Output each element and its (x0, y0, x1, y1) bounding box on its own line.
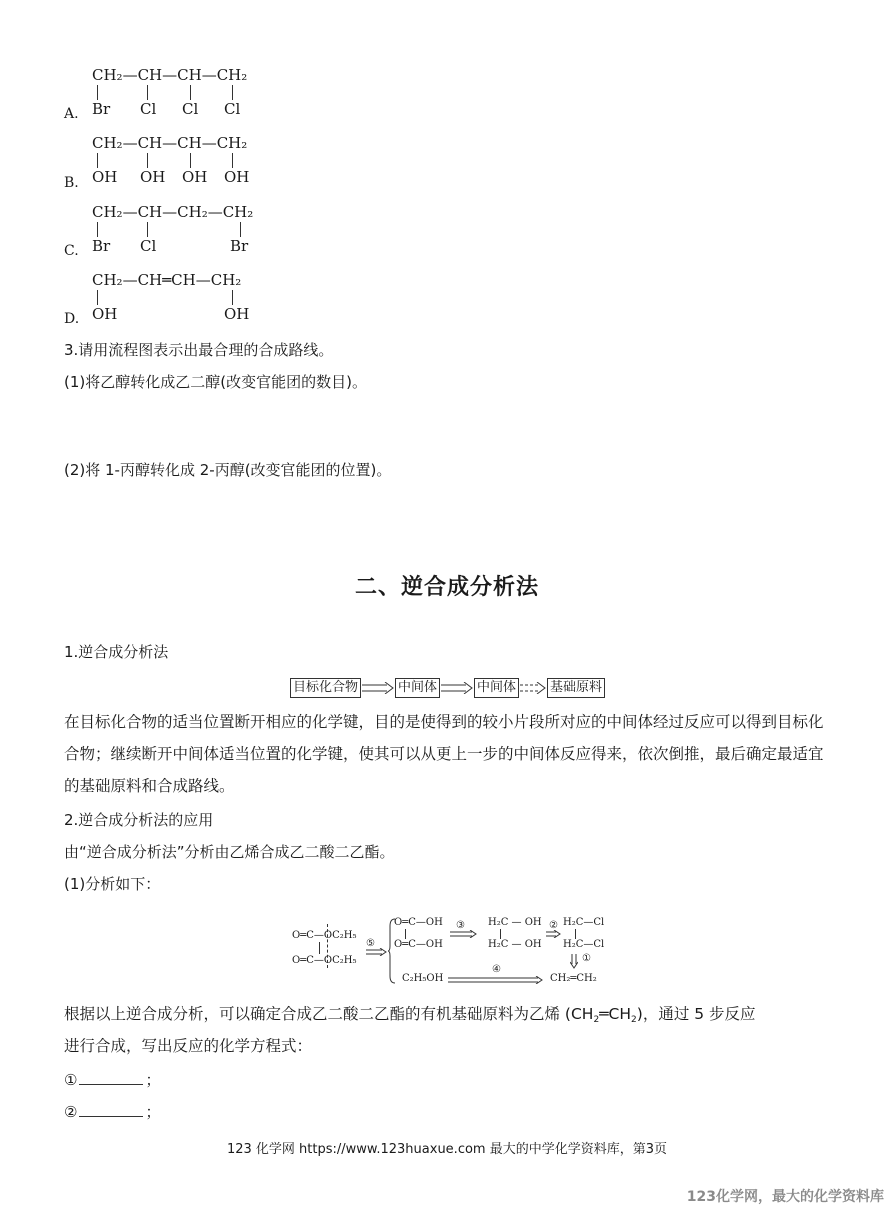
diol-top: H₂C — OH (488, 917, 542, 928)
circled-number: ① (64, 1071, 78, 1089)
ethanol: C₂H₅OH (402, 973, 444, 984)
option-c-sub: Br (230, 237, 249, 255)
ester-bottom: O═C—OC₂H₅ (292, 955, 357, 966)
option-a-label: A. (64, 106, 79, 122)
ethylene: CH₂═CH₂ (550, 973, 597, 984)
answer-line-2 (64, 1102, 160, 1122)
long-arrow-icon (448, 976, 544, 984)
step-1: ① (582, 953, 591, 964)
page-footer: 123 化学网 https://www.123huaxue.com 最大的中学化学资料库，第3页 (226, 1142, 667, 1157)
conclusion-ch: CH (608, 1005, 632, 1023)
conclusion-line1 (64, 1004, 756, 1030)
item1-title: 1.逆合成分析法 (64, 643, 169, 661)
q3-part1: (1)将乙醇转化成乙二醇(改变官能团的数目)。 (64, 373, 367, 391)
flow-box-intermediate: 中间体 (474, 678, 519, 698)
option-a-sub: Br (92, 100, 111, 118)
option-c-sub: Cl (140, 237, 157, 255)
option-b-label: B. (64, 175, 79, 191)
q3-part2: (2)将 1-丙醇转化成 2-丙醇(改变官能团的位置)。 (64, 461, 392, 479)
section-heading: 二、逆合成分析法 (354, 575, 539, 600)
circled-number: ② (64, 1103, 78, 1121)
acid-top: O═C—OH (394, 917, 443, 928)
option-b-sub: OH (182, 168, 208, 186)
option-a-sub: Cl (140, 100, 157, 118)
down-arrow-icon (570, 954, 578, 970)
step-3: ③ (456, 920, 465, 931)
step-4: ④ (492, 964, 501, 975)
item2-title: 2.逆合成分析法的应用 (64, 811, 214, 829)
answer-line-1 (64, 1070, 160, 1090)
conclusion-text: 根据以上逆合成分析，可以确定合成乙二酸二乙酯的有机基础原料为乙烯 (CH (64, 1005, 594, 1023)
option-b-sub: OH (92, 168, 118, 186)
semicolon: ； (145, 1103, 161, 1121)
watermark: 123化学网，最大的化学资料库 (686, 1189, 884, 1205)
intro-text: 由“逆合成分析法”分析由乙烯合成乙二酸二乙酯。 (64, 843, 395, 861)
option-b-chain: CH₂—CH—CH—CH₂ (92, 134, 248, 152)
conclusion-text: )，通过 5 步反应 (636, 1005, 756, 1023)
step-2: ② (549, 920, 558, 931)
option-d-chain: CH₂—CH═CH—CH₂ (92, 271, 242, 289)
option-b-sub: OH (224, 168, 250, 186)
analysis-title: (1)分析如下： (64, 875, 161, 893)
option-c-chain: CH₂—CH—CH₂—CH₂ (92, 203, 254, 221)
dashed-arrow-icon (519, 682, 547, 694)
answer-blank[interactable] (79, 1070, 143, 1085)
option-a-sub: Cl (182, 100, 199, 118)
diol-bottom: H₂C — OH (488, 939, 542, 950)
conclusion-line2: 进行合成，写出反应的化学方程式： (64, 1037, 313, 1055)
arrow-icon (450, 930, 478, 938)
option-c-sub: Br (92, 237, 111, 255)
arrow-icon (366, 948, 388, 956)
double-arrow-icon (361, 682, 395, 694)
dichloro-top: H₂C—Cl (563, 917, 605, 928)
step-5: ⑤ (366, 938, 375, 949)
arrow-icon (546, 930, 562, 938)
flow-box-target: 目标化合物 (290, 678, 361, 698)
flow-box-intermediate: 中间体 (395, 678, 440, 698)
option-c-label: C. (64, 243, 79, 259)
subscript: 2 (593, 1015, 600, 1025)
option-d-sub: OH (92, 305, 118, 323)
option-a-chain: CH₂—CH—CH—CH₂ (92, 66, 248, 84)
double-bond: ═ (599, 1005, 609, 1023)
option-d-label: D. (64, 311, 80, 327)
q3-title: 3.请用流程图表示出最合理的合成路线。 (64, 341, 334, 359)
dichloro-bottom: H₂C—Cl (563, 939, 605, 950)
double-arrow-icon (440, 682, 474, 694)
flow-box-raw-material: 基础原料 (547, 678, 605, 698)
option-a-sub: Cl (224, 100, 241, 118)
semicolon: ； (145, 1071, 161, 1089)
subscript: 2 (631, 1015, 637, 1025)
option-d-sub: OH (224, 305, 250, 323)
ester-top: O═C—OC₂H₅ (292, 930, 357, 941)
acid-bottom: O═C—OH (394, 939, 443, 950)
answer-blank[interactable] (79, 1102, 143, 1117)
flow-chart (290, 678, 605, 698)
option-b-sub: OH (140, 168, 166, 186)
retrosynthesis-paragraph: 在目标化合物的适当位置断开相应的化学键，目的是使得到的较小片段所对应的中间体经过反应可以得到目标化合物；继续断开中间体适当位置的化学键，使其可以从更上一步的中间体反应得来，依次倒推，最后确定最适宜的基础原料和合成路线。 (64, 713, 824, 795)
